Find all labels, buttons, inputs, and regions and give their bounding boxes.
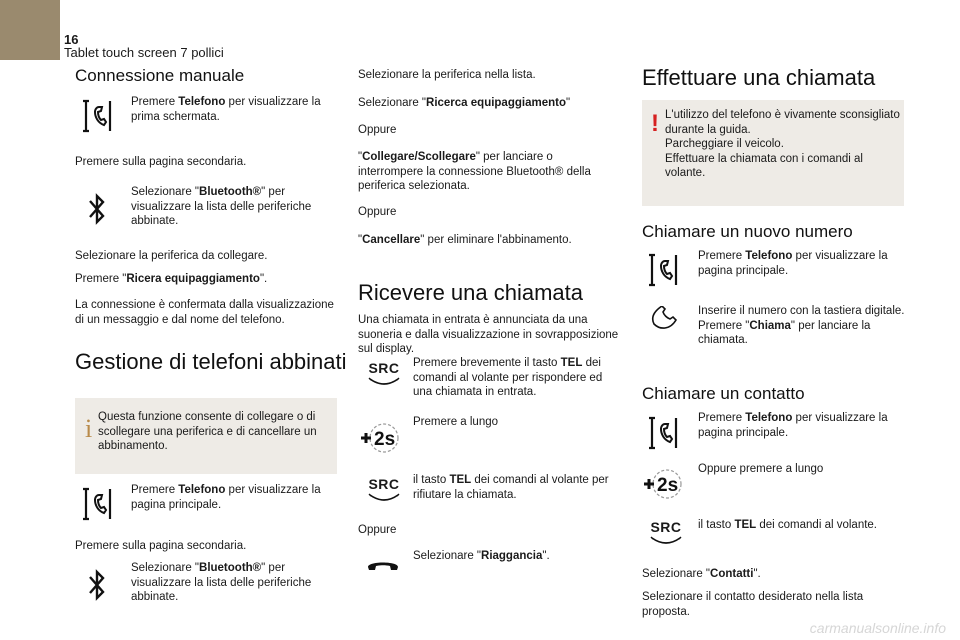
phone-handset-icon — [80, 484, 116, 524]
long-press-2s-icon — [358, 420, 402, 456]
info-icon: i — [85, 414, 93, 443]
phone-handset-icon — [646, 250, 682, 290]
step-rispondere: Premere brevemente il tasto TEL dei comandi al volante per rispondere ed una chiamata in entrata. — [413, 357, 603, 398]
phone-handset-icon — [80, 96, 116, 136]
text-entrata: Una chiamata in entrata è annunciata da una suoneria e dalla visualizzazione in sovrapposizione sul display. — [358, 314, 619, 355]
heading-effettuare: Effettuare una chiamata — [642, 65, 876, 90]
heading-ricevere: Ricevere una chiamata — [358, 280, 584, 305]
src-button-icon: SRC — [646, 519, 686, 555]
step-telefono-3: Premere Telefono per visualizzare la pagina principale. — [698, 250, 888, 277]
text-periferica: Selezionare la periferica da collegare. — [75, 250, 268, 262]
step-bluetooth-2: Selezionare "Bluetooth®" per visualizzare la lista delle periferiche abbinate. — [131, 562, 312, 603]
text-ricerca: Premere "Ricera equipaggiamento". — [75, 273, 268, 285]
dial-handset-icon — [648, 304, 682, 334]
heading-gestione: Gestione di telefoni abbinati — [75, 349, 347, 374]
step-premere-lungo: Premere a lungo — [413, 416, 499, 428]
text-collegare: "Collegare/Scollegare" per lanciare o interrompere la connessione Bluetooth® della periferica selezionata. — [358, 151, 591, 192]
bluetooth-icon — [82, 566, 112, 604]
svg-text:2s: 2s — [374, 429, 396, 450]
text-oppure-2: Oppure — [358, 206, 397, 218]
step-rifiutare: il tasto TEL dei comandi al volante per rifiutare la chiamata. — [413, 474, 609, 501]
step-bluetooth-1: Selezionare "Bluetooth®" per visualizzare la lista delle periferiche abbinate. — [131, 186, 312, 227]
text-confermata: La connessione è confermata dalla visualizzazione di un messaggio e dal nome del telefono. — [75, 299, 334, 326]
text-oppure-3: Oppure — [358, 524, 397, 536]
hang-up-icon — [364, 554, 402, 574]
text-cancellare: "Cancellare" per eliminare l'abbinamento. — [358, 234, 572, 246]
text-oppure-1: Oppure — [358, 124, 397, 136]
text-secondaria-1: Premere sulla pagina secondaria. — [75, 156, 247, 168]
warning-icon: ! — [651, 110, 659, 137]
running-head: Tablet touch screen 7 pollici — [64, 45, 224, 60]
text-secondaria-2: Premere sulla pagina secondaria. — [75, 540, 247, 552]
bluetooth-icon — [82, 190, 112, 228]
phone-handset-icon — [646, 413, 682, 453]
text-lista: Selezionare la periferica nella lista. — [358, 69, 536, 81]
heading-contatto: Chiamare un contatto — [642, 384, 805, 403]
step-telefono-4: Premere Telefono per visualizzare la pagina principale. — [698, 412, 888, 439]
info-text: Questa funzione consente di collegare o di scollegare una periferica e di cancellare un abbinamento. — [98, 411, 317, 452]
text-ricerca-equip: Selezionare "Ricerca equipaggiamento" — [358, 97, 571, 109]
text-contatti: Selezionare "Contatti". — [642, 568, 761, 580]
step-chiama: Inserire il numero con la tastiera digitale. Premere "Chiama" per lanciare la chiamata. — [698, 305, 905, 346]
heading-connessione: Connessione manuale — [75, 66, 245, 85]
page-tab — [0, 0, 60, 60]
footer-watermark: carmanualsonline.info — [809, 620, 946, 636]
svg-text:2s: 2s — [657, 475, 679, 496]
step-tel-volante: il tasto TEL dei comandi al volante. — [698, 519, 877, 531]
text-desiderato: Selezionare il contatto desiderato nella lista proposta. — [642, 591, 864, 618]
warning-text: L'utilizzo del telefono è vivamente sconsigliato durante la guida. Parcheggiare il veicolo. Effettuare la chiamata con i comandi al volante. — [665, 109, 900, 179]
step-telefono-1: Premere Telefono per visualizzare la prima schermata. — [131, 96, 321, 123]
page-number: 16 — [64, 32, 79, 47]
step-riaggancia: Selezionare "Riaggancia". — [413, 550, 550, 562]
long-press-2s-icon — [641, 466, 685, 502]
step-telefono-2: Premere Telefono per visualizzare la pagina principale. — [131, 484, 321, 511]
src-button-icon: SRC — [364, 360, 404, 396]
step-premere-lungo-2: Oppure premere a lungo — [698, 463, 824, 475]
src-button-icon: SRC — [364, 476, 404, 512]
heading-nuovo-numero: Chiamare un nuovo numero — [642, 222, 853, 241]
